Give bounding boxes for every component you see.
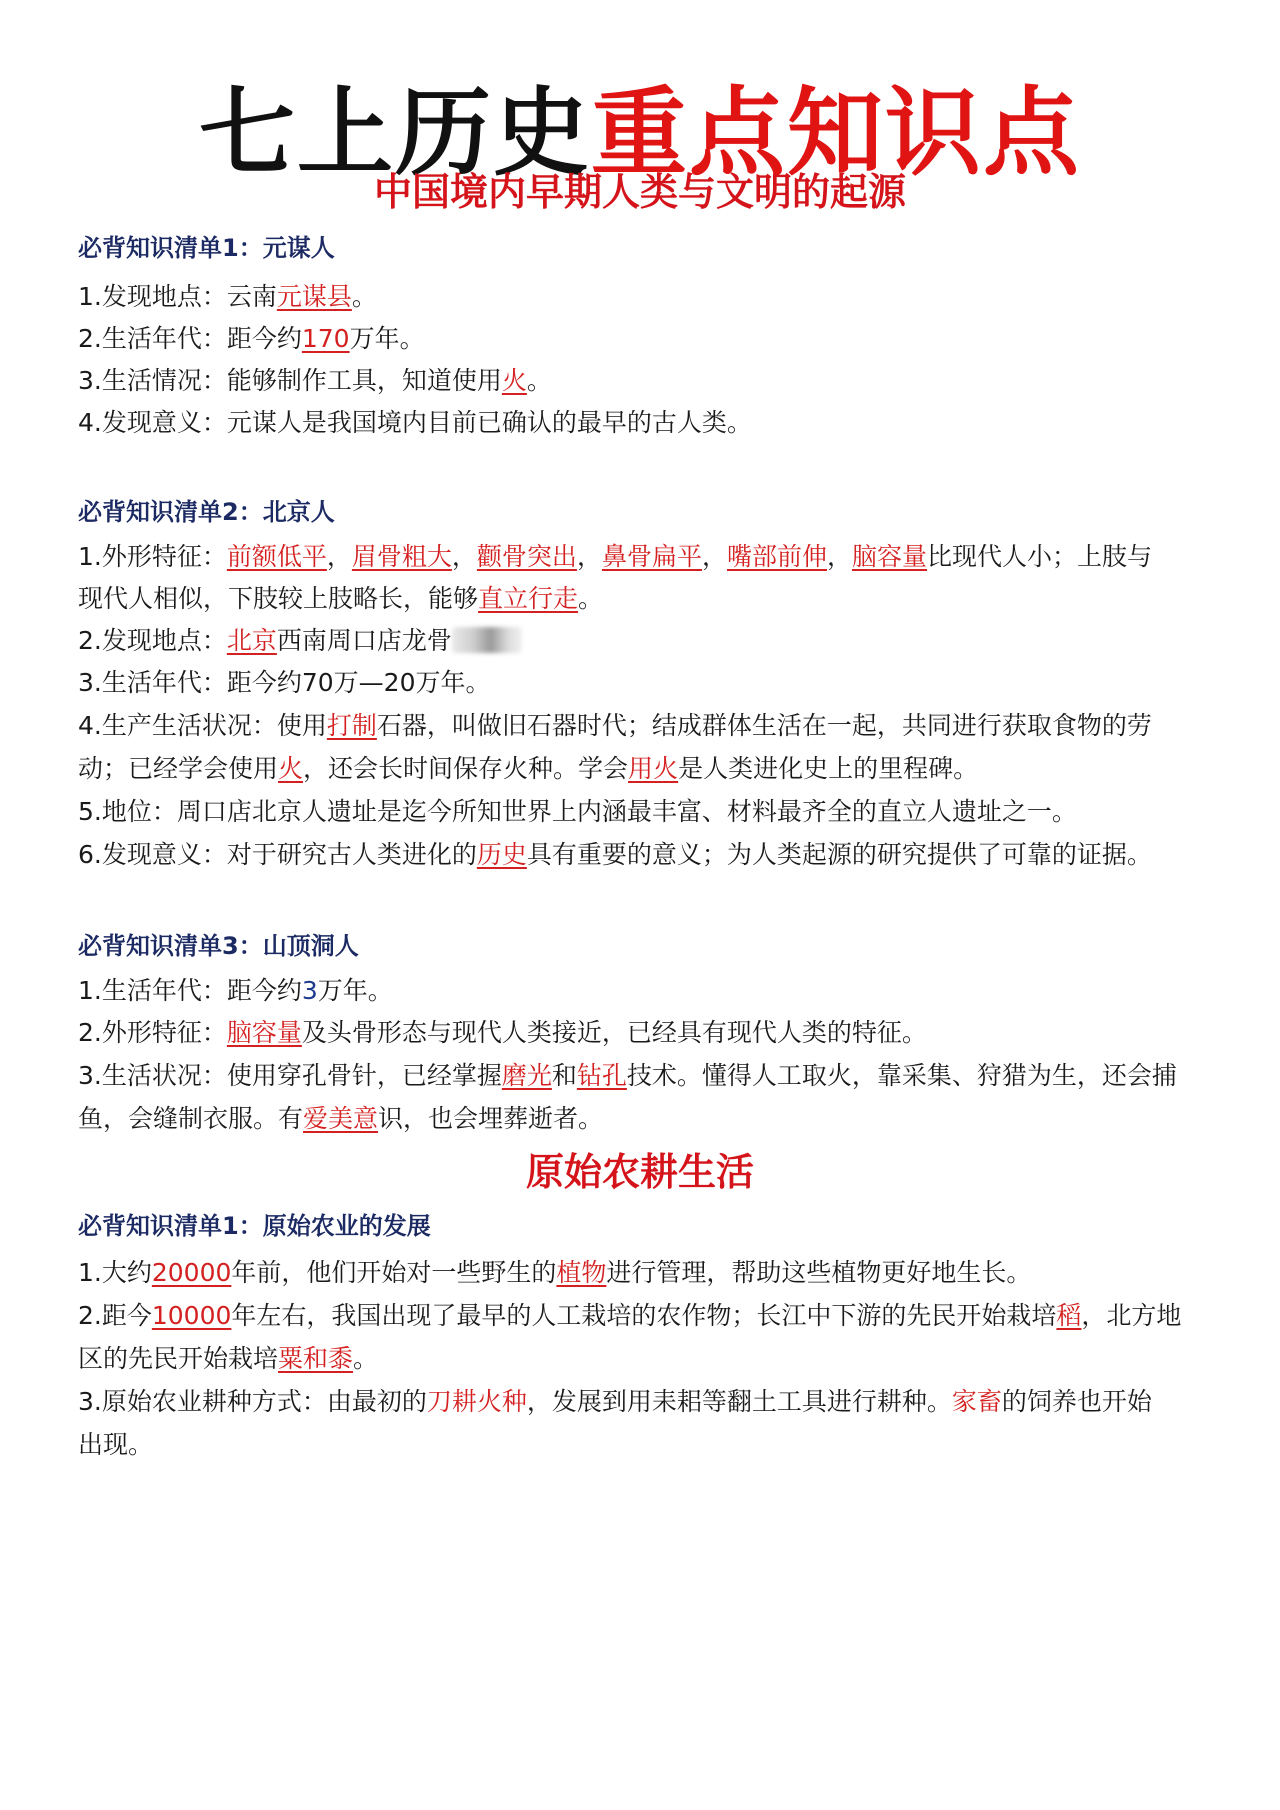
text-segment: 刀耕火种 (426, 1387, 527, 1416)
text-segment: 是人类进化史上的里程碑。 (678, 754, 979, 783)
text-line (78, 540, 1208, 574)
text-line (78, 624, 1208, 658)
highlighted-term: 稻 (1056, 1301, 1082, 1330)
highlighted-term: 植物 (556, 1258, 607, 1287)
highlighted-term: 爱美意 (303, 1104, 379, 1133)
highlighted-term: 北京 (226, 626, 277, 655)
text-segment: 2.距今 (78, 1301, 152, 1330)
text-line (78, 406, 1208, 440)
text-segment: 万年。 (349, 324, 425, 353)
main-title-red: 重点知识点 (591, 77, 1081, 189)
text-line (78, 1385, 1208, 1419)
text-segment: ， (326, 542, 352, 571)
highlighted-term: 10000 (151, 1301, 232, 1330)
text-line (78, 582, 1208, 616)
text-line (78, 1059, 1208, 1093)
text-line (78, 364, 1208, 398)
block-heading: 必背知识清单1：元谋人 (78, 234, 335, 262)
text-segment: 具有重要的意义；为人类起源的研究提供了可靠的证据。 (526, 840, 1152, 869)
highlighted-term: 眉骨粗大 (351, 542, 452, 571)
text-segment: 2.生活年代：距今约 (78, 324, 302, 353)
text-segment: ，还会长时间保存火种。学会 (303, 754, 629, 783)
text-line (78, 1102, 1208, 1136)
text-segment: 鱼，会缝制衣服。有 (78, 1104, 304, 1133)
highlighted-term: 用火 (628, 754, 679, 783)
text-segment: ， (827, 542, 853, 571)
highlighted-term: 钻孔 (576, 1061, 627, 1090)
highlighted-term: 历史 (476, 840, 527, 869)
highlighted-term: 嘴部前伸 (726, 542, 827, 571)
text-line (78, 838, 1208, 872)
section2-title: 原始农耕生活 (525, 1150, 754, 1194)
highlighted-term: 脑容量 (226, 1018, 302, 1047)
text-segment: 1.大约 (78, 1258, 152, 1287)
text-segment: 家畜 (951, 1387, 1002, 1416)
highlighted-term: 直立行走 (478, 584, 579, 613)
highlighted-term: 火 (278, 754, 304, 783)
text-line (78, 322, 1208, 356)
text-segment: 现代人相似，下肢较上肢略长，能够 (78, 584, 479, 613)
text-segment: 4.生产生活状况：使用 (78, 711, 327, 740)
text-segment: 年前，他们开始对一些野生的 (231, 1258, 557, 1287)
text-line (78, 1256, 1208, 1290)
text-line (78, 666, 1208, 700)
highlighted-term: 前额低平 (226, 542, 327, 571)
text-line (78, 1299, 1208, 1333)
text-segment: 识，也会埋葬逝者。 (378, 1104, 604, 1133)
text-line (78, 280, 1208, 314)
text-segment: 比现代人小；上肢与 (927, 542, 1153, 571)
highlighted-term: 170 (301, 324, 350, 353)
text-segment: ，北方地 (1081, 1301, 1182, 1330)
text-segment: 。 (526, 366, 552, 395)
text-segment: 年左右，我国出现了最早的人工栽培的农作物；长江中下游的先民开始栽培 (231, 1301, 1057, 1330)
highlighted-term: 粟和黍 (278, 1344, 354, 1373)
text-line (78, 709, 1208, 743)
highlighted-term: 磨光 (501, 1061, 552, 1090)
highlighted-term: 脑容量 (852, 542, 928, 571)
highlighted-term: 颧骨突出 (476, 542, 577, 571)
text-segment: 技术。懂得人工取火，靠采集、狩猎为生，还会捕 (626, 1061, 1177, 1090)
text-segment: 1.外形特征： (78, 542, 227, 571)
text-segment: ，发展到用耒耜等翻土工具进行耕种。 (526, 1387, 952, 1416)
text-segment: 。 (351, 282, 377, 311)
highlighted-term: 火 (501, 366, 527, 395)
block-heading: 必背知识清单3：山顶洞人 (78, 932, 359, 960)
block-heading: 必背知识清单1：原始农业的发展 (78, 1212, 431, 1240)
text-line (78, 974, 1208, 1008)
highlighted-term: 鼻骨扁平 (601, 542, 702, 571)
text-segment: 3 (301, 976, 318, 1005)
text-segment: 西南周口店龙骨 (276, 626, 452, 655)
text-segment: 区的先民开始栽培 (78, 1344, 279, 1373)
text-segment: 1.生活年代：距今约 (78, 976, 302, 1005)
text-segment: ， (576, 542, 602, 571)
text-segment: 和 (551, 1061, 577, 1090)
main-title-black: 七上历史 (199, 77, 591, 189)
text-segment: ， (451, 542, 477, 571)
text-segment: 。 (353, 1344, 379, 1373)
text-segment: 万年。 (317, 976, 393, 1005)
text-segment: 3.生活情况：能够制作工具，知道使用 (78, 366, 502, 395)
block-heading: 必背知识清单2：北京人 (78, 498, 335, 526)
text-line (78, 752, 1208, 786)
text-segment: 3.原始农业耕种方式：由最初的 (78, 1387, 427, 1416)
text-segment: 3.生活状况：使用穿孔骨针，已经掌握 (78, 1061, 502, 1090)
text-segment: 进行管理，帮助这些植物更好地生长。 (606, 1258, 1032, 1287)
redacted-blur (452, 627, 522, 653)
text-line (78, 1342, 1208, 1376)
text-segment: 2.外形特征： (78, 1018, 227, 1047)
highlighted-term: 20000 (151, 1258, 232, 1287)
text-line (78, 795, 1208, 829)
text-segment: ， (701, 542, 727, 571)
text-segment: 石器，叫做旧石器时代；结成群体生活在一起，共同进行获取食物的劳 (376, 711, 1152, 740)
highlighted-term: 打制 (326, 711, 377, 740)
text-segment: 动；已经学会使用 (78, 754, 279, 783)
text-segment: 1.发现地点：云南 (78, 282, 277, 311)
text-segment: 4.发现意义：元谋人是我国境内目前已确认的最早的古人类。 (78, 408, 752, 437)
highlighted-term: 元谋县 (276, 282, 352, 311)
text-line (78, 1428, 1208, 1462)
text-line (78, 1016, 1208, 1050)
text-segment: 3.生活年代：距今约70万—20万年。 (78, 668, 491, 697)
text-segment: 6.发现意义：对于研究古人类进化的 (78, 840, 477, 869)
section1-title: 中国境内早期人类与文明的起源 (373, 170, 906, 214)
text-segment: 及头骨形态与现代人类接近，已经具有现代人类的特征。 (301, 1018, 927, 1047)
text-segment: 的饲养也开始 (1001, 1387, 1152, 1416)
text-segment: 出现。 (78, 1430, 154, 1459)
text-segment: 2.发现地点： (78, 626, 227, 655)
text-segment: 5.地位：周口店北京人遗址是迄今所知世界上内涵最丰富、材料最齐全的直立人遗址之一。 (78, 797, 1077, 826)
text-segment: 。 (578, 584, 604, 613)
